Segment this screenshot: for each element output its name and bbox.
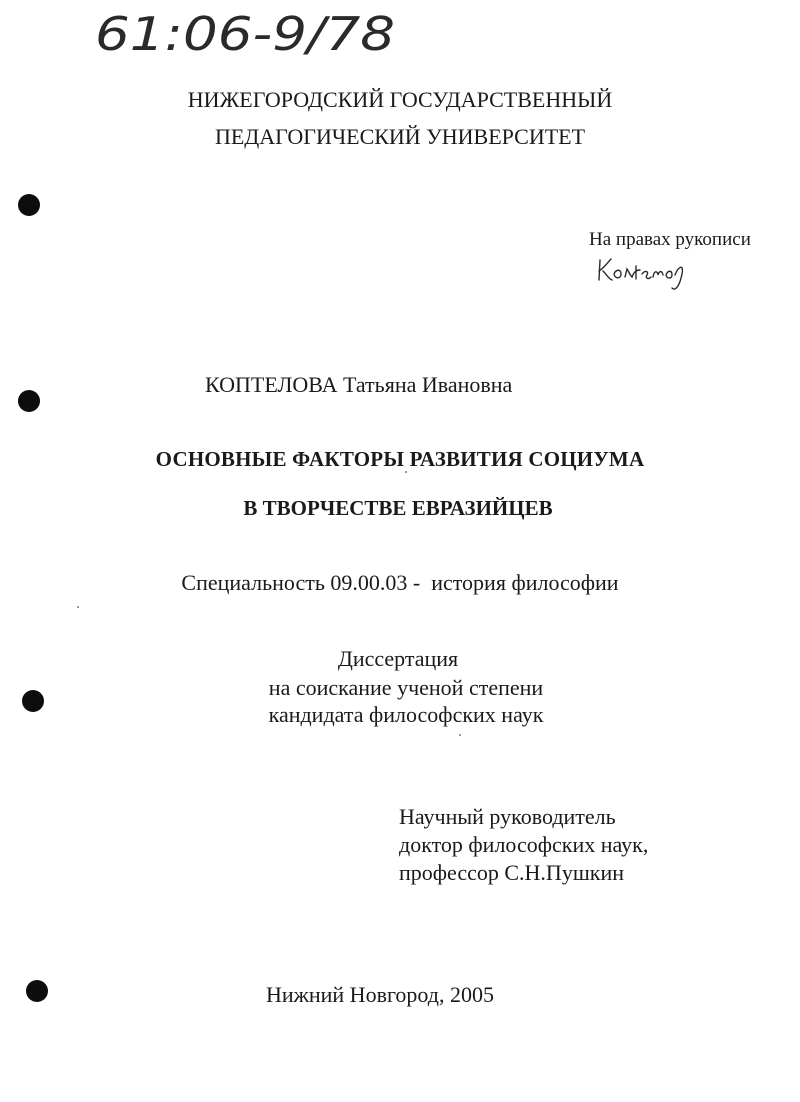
dissertation-title-line-2: В ТВОРЧЕСТВЕ ЕВРАЗИЙЦЕВ <box>243 496 553 520</box>
supervisor-line-2: доктор философских наук, <box>399 832 649 857</box>
binder-hole-3 <box>22 690 44 712</box>
scan-speck <box>77 606 79 608</box>
scan-speck <box>459 734 461 736</box>
binder-hole-1 <box>18 194 40 216</box>
scan-speck <box>405 471 407 473</box>
university-line-2: ПЕДАГОГИЧЕСКИЙ УНИВЕРСИТЕТ <box>214 124 586 149</box>
specialty: Специальность 09.00.03 - история философии <box>181 570 619 595</box>
supervisor-line-3: профессор С.Н.Пушкин <box>399 860 624 885</box>
dissertation-title-line-1: ОСНОВНЫЕ ФАКТОРЫ РАЗВИТИЯ СОЦИУМА <box>155 447 645 471</box>
manuscript-rights: На правах рукописи <box>589 229 751 250</box>
university-line-1: НИЖЕГОРОДСКИЙ ГОСУДАРСТВЕННЫЙ <box>187 87 613 112</box>
binder-hole-4 <box>26 980 48 1002</box>
dissertation-line-1: Диссертация <box>337 646 459 671</box>
handwritten-archive-code <box>95 6 415 64</box>
supervisor-line-1: Научный руководитель <box>399 804 616 829</box>
dissertation-line-2: на соискание ученой степени <box>268 675 544 700</box>
binder-hole-2 <box>18 390 40 412</box>
place-and-year: Нижний Новгород, 2005 <box>266 982 494 1007</box>
archive-code-text: 61:06-9/78 <box>95 7 395 61</box>
dissertation-line-3: кандидата философских наук <box>268 702 544 727</box>
author-signature <box>596 250 696 296</box>
author-name: КОПТЕЛОВА Татьяна Ивановна <box>205 372 513 397</box>
